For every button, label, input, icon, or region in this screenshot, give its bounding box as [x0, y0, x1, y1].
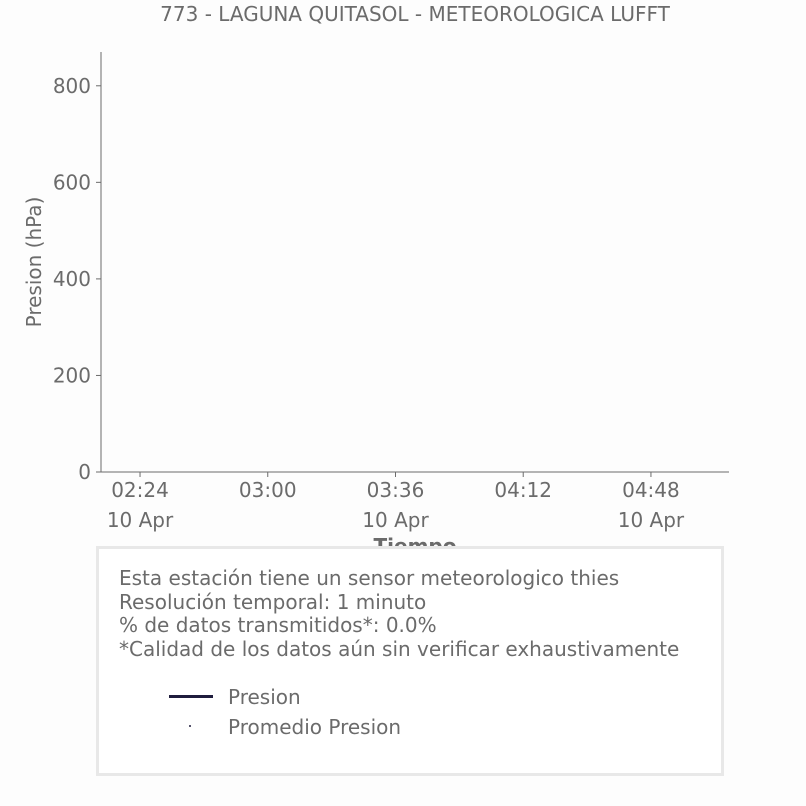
plot-area	[53, 52, 729, 532]
info-text	[119, 567, 679, 661]
info-line-transmitted: % de datos transmitidos*: 0.0%	[119, 613, 437, 637]
y-tick-label: 0	[78, 460, 91, 484]
y-tick-label: 400	[52, 266, 91, 291]
x-tick-label: 02:24	[111, 478, 169, 502]
y-tick-label: 800	[52, 73, 91, 98]
y-tick-label: 200	[52, 363, 91, 388]
legend-dot-swatch	[169, 712, 213, 742]
legend-item-presion	[169, 682, 401, 712]
info-line-station: Esta estación tiene un sensor meteorologico thies	[119, 566, 620, 590]
legend-label-promedio: Promedio Presion	[228, 715, 402, 739]
chart-title: 773 - LAGUNA QUITASOL - METEOROLOGICA LUFFT	[160, 2, 670, 26]
x-tick-date-label: 10 Apr	[617, 508, 685, 532]
x-tick-label: 04:12	[494, 478, 553, 502]
x-tick-label: 03:00	[238, 478, 297, 502]
y-tick-label: 600	[52, 170, 91, 195]
x-tick-date-label: 10 Apr	[106, 508, 174, 532]
legend-line-icon	[169, 695, 213, 698]
y-axis-title: Presion (hPa)	[22, 196, 46, 328]
info-line-resolution: Resolución temporal: 1 minuto	[119, 589, 427, 614]
x-tick-date-label: 10 Apr	[362, 508, 429, 532]
legend	[169, 682, 401, 742]
legend-line-swatch	[169, 682, 213, 712]
info-line-quality: *Calidad de los datos aún sin verificar exhaustivamente	[119, 636, 680, 661]
legend-label-presion: Presion	[228, 685, 301, 709]
legend-item-promedio	[169, 712, 401, 742]
x-tick-label: 04:48	[622, 478, 680, 502]
legend-dot-icon	[189, 725, 191, 727]
info-box	[96, 546, 724, 776]
x-tick-label: 03:36	[366, 478, 425, 502]
